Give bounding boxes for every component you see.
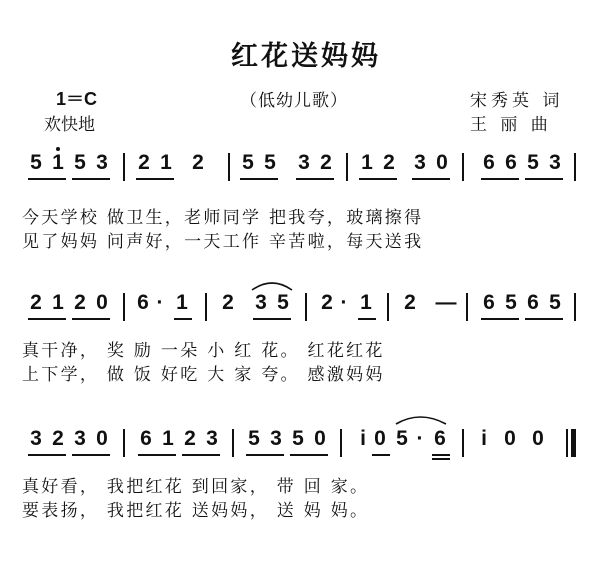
- bar-line: [466, 293, 468, 321]
- beam: [481, 178, 519, 180]
- note: 2: [30, 291, 42, 314]
- key-signature: 1＝C: [56, 89, 98, 109]
- note: 5: [527, 151, 539, 174]
- tie-dash: —: [435, 291, 457, 314]
- bar-line: [462, 153, 464, 181]
- beam: [296, 178, 334, 180]
- bar-line: [574, 293, 576, 321]
- note: 3: [549, 151, 561, 174]
- slur: [252, 283, 292, 290]
- bar-line: [205, 293, 207, 321]
- beam: [253, 318, 291, 320]
- note: 0: [96, 427, 108, 450]
- note: 1: [52, 151, 64, 174]
- beam: [481, 318, 519, 320]
- lyricist-credit: 宋秀英 词: [470, 91, 564, 111]
- note: 5: [292, 427, 304, 450]
- note: 5: [74, 151, 86, 174]
- note: 6: [140, 427, 152, 450]
- note: 0: [96, 291, 108, 314]
- slur: [396, 417, 446, 424]
- note: 3: [206, 427, 218, 450]
- beam: [28, 178, 66, 180]
- score-line-2: [0, 292, 612, 332]
- note: 3: [270, 427, 282, 450]
- note: 5: [396, 427, 408, 450]
- final-bar-line-thick: [571, 429, 576, 457]
- beam: [359, 178, 397, 180]
- note: 1: [176, 291, 188, 314]
- note: 3: [255, 291, 267, 314]
- bar-line: [123, 153, 125, 181]
- beam: [246, 454, 284, 456]
- note: 5: [549, 291, 561, 314]
- bar-line: [462, 429, 464, 457]
- note: 2: [192, 151, 204, 174]
- note: 6: [434, 427, 446, 450]
- augmentation-dot: ·: [340, 291, 348, 314]
- composer-credit: 王 丽 曲: [470, 115, 552, 135]
- beam: [28, 318, 66, 320]
- note: 2: [138, 151, 150, 174]
- beam: [28, 454, 66, 456]
- beam: [372, 454, 390, 456]
- beam: [412, 178, 450, 180]
- tempo-marking: 欢快地: [44, 115, 95, 135]
- note: 1: [360, 291, 372, 314]
- note: 5: [505, 291, 517, 314]
- beam: [136, 178, 174, 180]
- note: 3: [30, 427, 42, 450]
- note: 2: [52, 427, 64, 450]
- note: 3: [74, 427, 86, 450]
- lyric-verse-1: 真好看， 我把红花 到回家， 带 回 家。: [22, 477, 370, 497]
- note: 3: [96, 151, 108, 174]
- score-line-3: [0, 428, 612, 468]
- beam: [290, 454, 328, 456]
- song-genre: （低幼儿歌）: [240, 91, 348, 111]
- note: 2: [383, 151, 395, 174]
- beam: [174, 318, 192, 320]
- song-title: 红花送妈妈: [231, 41, 381, 72]
- note: i: [360, 427, 366, 450]
- note: 0: [532, 427, 544, 450]
- final-bar-line-thin: [566, 429, 568, 457]
- bar-line: [123, 429, 125, 457]
- note: 6: [137, 291, 149, 314]
- lyric-verse-2: 要表扬， 我把红花 送妈妈， 送 妈 妈。: [22, 501, 370, 521]
- beam: [525, 178, 563, 180]
- note: 2: [404, 291, 416, 314]
- note: 3: [414, 151, 426, 174]
- score-line-1: [0, 152, 612, 192]
- augmentation-dot: ·: [416, 427, 424, 450]
- note: 5: [242, 151, 254, 174]
- beam: [240, 178, 278, 180]
- note: 2: [320, 151, 332, 174]
- note: 2: [184, 427, 196, 450]
- note: 2: [222, 291, 234, 314]
- note: 0: [504, 427, 516, 450]
- lyric-verse-2: 上下学， 做 饭 好吃 大 家 夸。 感激妈妈: [22, 365, 385, 385]
- note: 6: [483, 291, 495, 314]
- note: 3: [298, 151, 310, 174]
- note: 1: [52, 291, 64, 314]
- beam: [358, 318, 376, 320]
- beam: [432, 454, 450, 456]
- beam: [138, 454, 176, 456]
- note: 2: [74, 291, 86, 314]
- note: 0: [314, 427, 326, 450]
- note: 6: [483, 151, 495, 174]
- beam: [72, 178, 110, 180]
- bar-line: [574, 153, 576, 181]
- bar-line: [228, 153, 230, 181]
- note: i: [481, 427, 487, 450]
- lyric-verse-1: 今天学校 做卫生，老师同学 把我夸，玻璃擦得: [22, 208, 424, 228]
- bar-line: [346, 153, 348, 181]
- note: 6: [527, 291, 539, 314]
- lyric-verse-2: 见了妈妈 问声好，一天工作 辛苦啦，每天送我: [22, 232, 424, 252]
- note: 2: [321, 291, 333, 314]
- high-octave-dot: [56, 147, 60, 151]
- note: 0: [374, 427, 386, 450]
- note: 1: [162, 427, 174, 450]
- bar-line: [387, 293, 389, 321]
- note: 5: [248, 427, 260, 450]
- note: 5: [264, 151, 276, 174]
- bar-line: [340, 429, 342, 457]
- note: 6: [505, 151, 517, 174]
- lyric-verse-1: 真干净， 奖 励 一朵 小 红 花。 红花红花: [22, 341, 385, 361]
- beam: [72, 454, 110, 456]
- bar-line: [305, 293, 307, 321]
- beam: [72, 318, 110, 320]
- note: 5: [277, 291, 289, 314]
- bar-line: [123, 293, 125, 321]
- augmentation-dot: ·: [156, 291, 164, 314]
- bar-line: [232, 429, 234, 457]
- beam: [182, 454, 220, 456]
- beam: [525, 318, 563, 320]
- beam: [432, 458, 450, 460]
- note: 1: [361, 151, 373, 174]
- note: 0: [436, 151, 448, 174]
- note: 1: [160, 151, 172, 174]
- note: 5: [30, 151, 42, 174]
